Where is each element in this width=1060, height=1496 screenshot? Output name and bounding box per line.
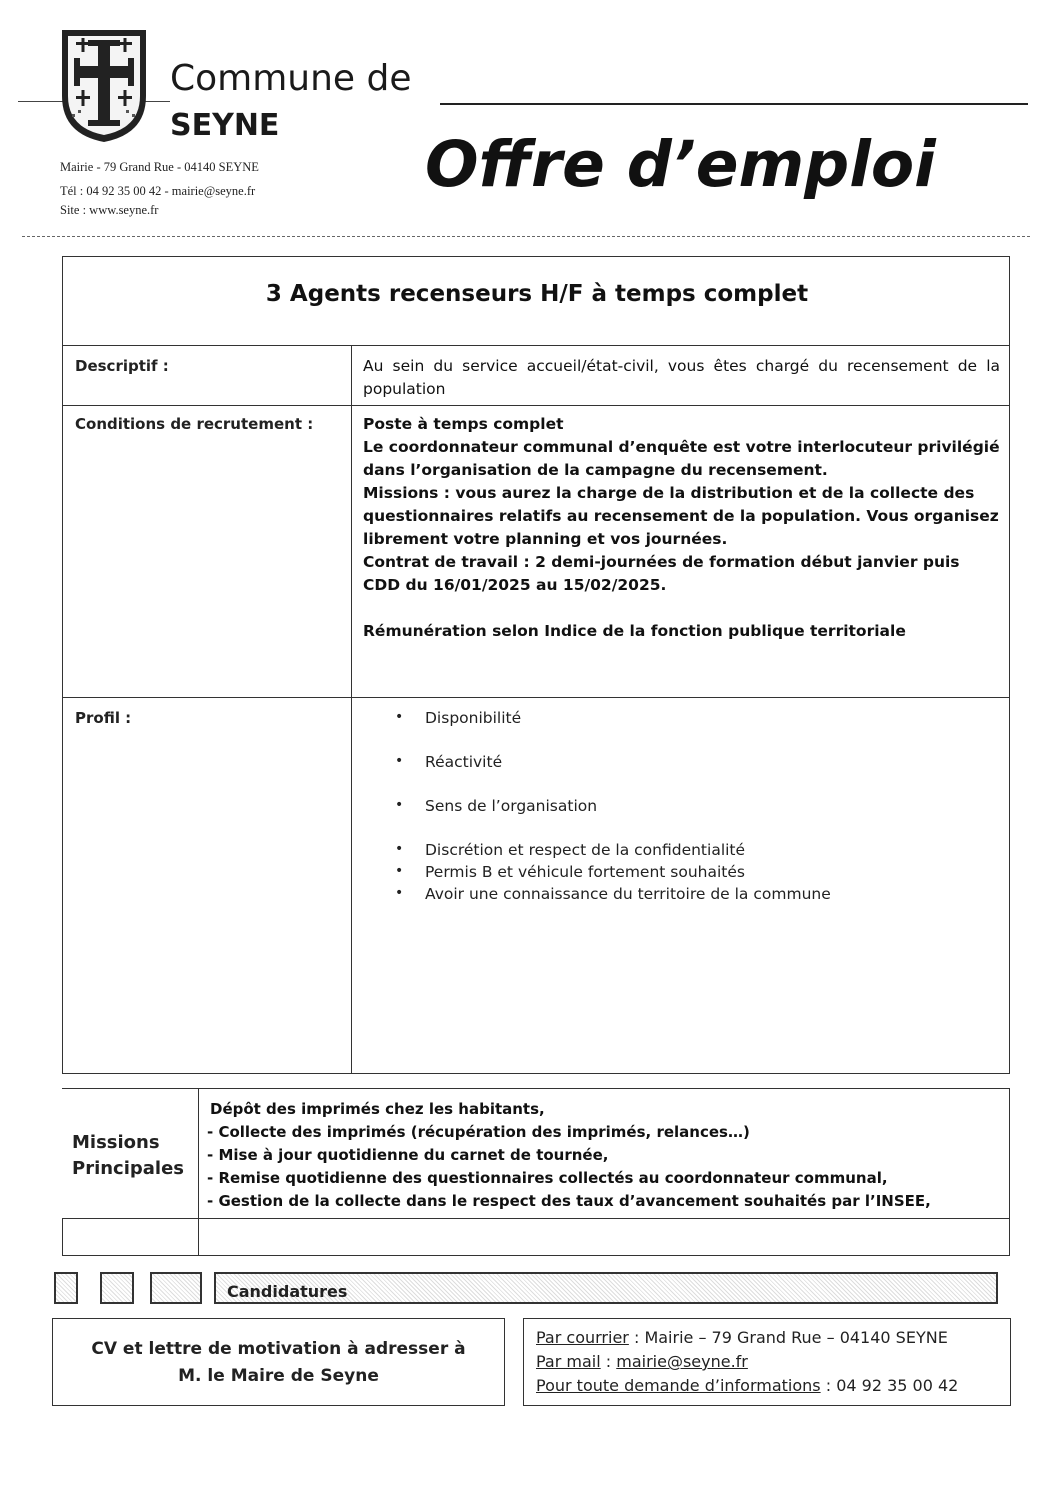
header-rule-right <box>440 103 1028 105</box>
job-title: 3 Agents recenseurs H/F à temps complet <box>265 281 809 307</box>
contact-mail: Par mail : mairie@seyne.fr <box>536 1352 748 1371</box>
missions-label: Missions Principales <box>72 1132 185 1179</box>
cv-instructions: CV et lettre de motivation à adresser à M. le Maire de Seyne <box>91 1339 466 1386</box>
mairie-phone-email: Tél : 04 92 35 00 42 - mairie@seyne.fr <box>60 184 256 198</box>
mission-item: Dépôt des imprimés chez les habitants, <box>210 1100 545 1118</box>
condition-line: Le coordonnateur communal d’enquête est votre interlocuteur privilégié dans l’organisation de la campagne du recensement. <box>363 438 1000 479</box>
decorative-box <box>150 1272 202 1304</box>
missions-column-divider <box>198 1088 199 1256</box>
descriptif-label: Descriptif : <box>75 357 169 375</box>
mail-link[interactable]: mairie@seyne.fr <box>616 1352 748 1371</box>
conditions-label: Conditions de recrutement : <box>75 415 314 433</box>
condition-line: Contrat de travail : 2 demi-journées de formation début janvier puis CDD du 16/01/2025 au 15/02/2025. <box>363 553 960 594</box>
conditions-text <box>363 413 1000 643</box>
profil-item: • Réactivité <box>395 753 831 771</box>
commune-name-line1: Commune de <box>170 58 412 99</box>
condition-line: Poste à temps complet <box>363 415 564 433</box>
commune-crest-logo <box>58 26 150 144</box>
condition-line: Missions : vous aurez la charge de la distribution et de la collecte des questionnaires relatifs au recensement de la population. Vous organisez librement votre planning et vos journées. <box>363 484 999 548</box>
mairie-website: Site : www.seyne.fr <box>60 203 159 217</box>
row-divider <box>63 345 1009 346</box>
job-offer-table <box>62 256 1010 1074</box>
page-title: Offre d’emploi <box>425 128 936 201</box>
missions-top-border <box>62 1088 1010 1089</box>
profil-list <box>395 709 831 903</box>
candidatures-label: Candidatures <box>227 1282 348 1301</box>
missions-bottom-border <box>62 1255 1010 1256</box>
mission-item: - Mise à jour quotidienne du carnet de tournée, <box>207 1146 609 1164</box>
descriptif-text: Au sein du service accueil/état-civil, vous êtes chargé du recensement de la population <box>363 357 1000 398</box>
missions-divider <box>62 1218 1010 1219</box>
profil-item: • Permis B et véhicule fortement souhaités <box>395 863 831 881</box>
profil-item: • Sens de l’organisation <box>395 797 831 815</box>
row-divider <box>63 405 1009 406</box>
missions-table <box>62 1088 1010 1256</box>
mission-item: - Collecte des imprimés (récupération des imprimés, relances…) <box>207 1123 750 1141</box>
mission-item: - Gestion de la collecte dans le respect des taux d’avancement souhaités par l’INSEE, <box>207 1192 931 1210</box>
decorative-box <box>100 1272 134 1304</box>
missions-left-border <box>62 1218 63 1256</box>
missions-right-border <box>1009 1088 1010 1256</box>
profil-item: • Disponibilité <box>395 709 831 727</box>
decorative-box <box>54 1272 78 1304</box>
row-divider <box>63 697 1009 698</box>
mairie-address: Mairie - 79 Grand Rue - 04140 SEYNE <box>60 160 259 174</box>
contact-courrier: Par courrier : Mairie – 79 Grand Rue – 04140 SEYNE <box>536 1328 948 1347</box>
profil-item: • Discrétion et respect de la confidentialité <box>395 841 831 859</box>
contact-info: Pour toute demande d’informations : 04 92 35 00 42 <box>536 1376 959 1395</box>
header-divider <box>22 236 1030 237</box>
commune-name-line2: SEYNE <box>170 108 280 143</box>
column-divider <box>351 345 352 1073</box>
mission-item: - Remise quotidienne des questionnaires collectés au coordonnateur communal, <box>207 1169 888 1187</box>
profil-label: Profil : <box>75 709 132 727</box>
condition-line: Rémunération selon Indice de la fonction publique territoriale <box>363 622 906 640</box>
profil-item: • Avoir une connaissance du territoire de la commune <box>395 885 831 903</box>
